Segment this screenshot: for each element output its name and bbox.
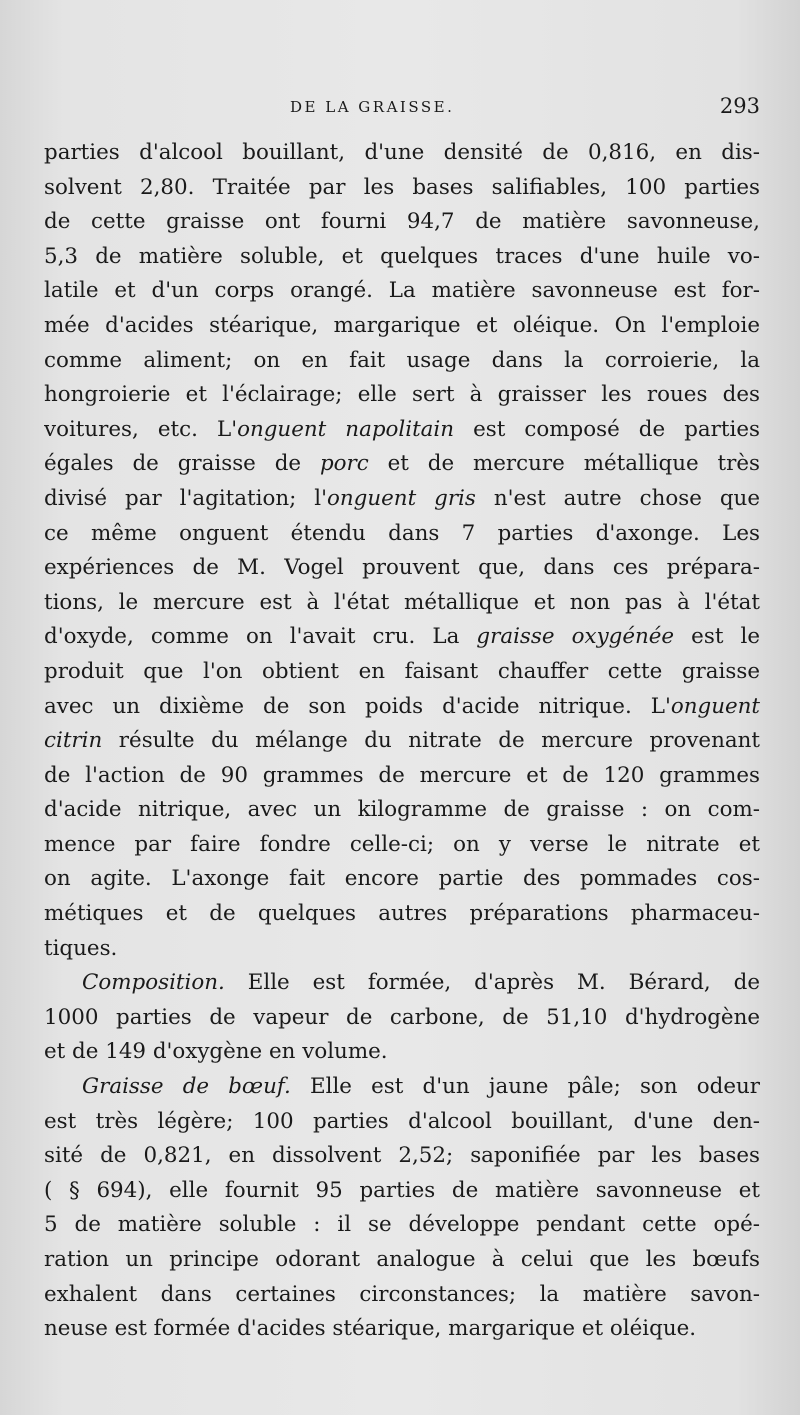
text-run: résulte du mélange du nitrate de mercure provenant [102,728,760,754]
body-text [44,136,760,1347]
text-line: mée d'acides stéarique, margarique et oléique. On l'emploie [44,312,760,338]
page-number: 293 [719,94,760,118]
text-line [44,413,760,448]
text-run: avec un dixième de son poids d'acide nitrique. L' [44,693,671,719]
text-line [44,447,760,482]
text-run: est composé de parties [454,416,760,442]
text-line: produit que l'on obtient en faisant chauffer cette graisse [44,658,760,684]
italic-term: porc [319,451,369,477]
text-line: expériences de M. Vogel prouvent que, dans ces prépara- [44,555,760,581]
text-run: d'oxyde, comme on l'avait cru. La [44,624,477,650]
text-line: ration un principe odorant analogue à celui que les bœufs [44,1247,760,1272]
text-run: divisé par l'agitation; l' [44,485,328,511]
italic-term: graisse oxygénée [476,624,675,650]
text-run: est le [674,624,760,650]
text-line: 5 de matière soluble : il se développe pendant cette opé- [44,1212,760,1238]
text-run: égales de graisse de [44,451,320,477]
text-line: de cette graisse ont fourni 94,7 de matière savonneuse, [44,209,760,235]
text-line: ce même onguent étendu dans 7 parties d'axonge. Les [44,520,760,546]
text-line: est très légère; 100 parties d'alcool bouillant, d'une den- [44,1108,760,1134]
text-line: latile et d'un corps orangé. La matière savonneuse est for- [44,278,760,304]
text-line: 5,3 de matière soluble, et quelques traces d'une huile vo- [44,243,760,269]
text-line [44,724,760,759]
text-line [44,966,760,1001]
text-line [44,690,760,725]
text-line: solvent 2,80. Traitée par les bases salifiables, 100 parties [44,174,760,200]
text-run: voitures, etc. L' [44,416,238,442]
text-line: neuse est formée d'acides stéarique, margarique et oléique. [44,1316,697,1342]
text-line: on agite. L'axonge fait encore partie des pommades cos- [44,866,760,892]
text-run: n'est autre chose que [475,485,760,511]
text-line: tiques. [44,935,118,961]
italic-term: onguent napolitain [237,416,455,442]
text-line: exhalent dans certaines circonstances; la matière savon- [44,1281,760,1307]
text-line: et de 149 d'oxygène en volume. [44,1039,388,1065]
text-line: mence par faire fondre celle-ci; on y verse le nitrate et [44,831,760,857]
italic-term: citrin [44,728,103,754]
text-run: et de mercure métallique très [368,451,760,477]
text-line: métiques et de quelques autres préparations pharmaceu- [44,901,760,927]
text-line: parties d'alcool bouillant, d'une densité de 0,816, en dis- [44,140,760,165]
text-line: ( § 694), elle fournit 95 parties de matière savonneuse et [44,1177,760,1203]
text-line: sité de 0,821, en dissolvent 2,52; saponifiée par les bases [44,1143,760,1169]
text-line: 1000 parties de vapeur de carbone, de 51,10 d'hydrogène [44,1004,760,1030]
italic-term: Graisse de bœuf. [82,1074,291,1100]
text-line: tions, le mercure est à l'état métallique et non pas à l'état [44,589,760,615]
text-line: comme aliment; on en fait usage dans la corroierie, la [44,347,760,373]
text-line [44,1070,760,1105]
text-line: hongroierie et l'éclairage; elle sert à graisser les roues des [44,382,760,408]
text-line: de l'action de 90 grammes de mercure et de 120 grammes [44,762,760,788]
text-line [44,482,760,517]
italic-term: Composition. [82,970,225,996]
running-head: DE LA GRAISSE. [290,98,455,116]
text-line: d'acide nitrique, avec un kilogramme de graisse : on com- [44,797,760,823]
text-run: Elle est formée, d'après M. Bérard, de [224,970,760,996]
text-line [44,620,760,655]
italic-term: onguent gris [327,485,476,511]
page-header [290,96,760,124]
italic-term: onguent [670,693,760,719]
text-run: Elle est d'un jaune pâle; son odeur [290,1074,760,1100]
